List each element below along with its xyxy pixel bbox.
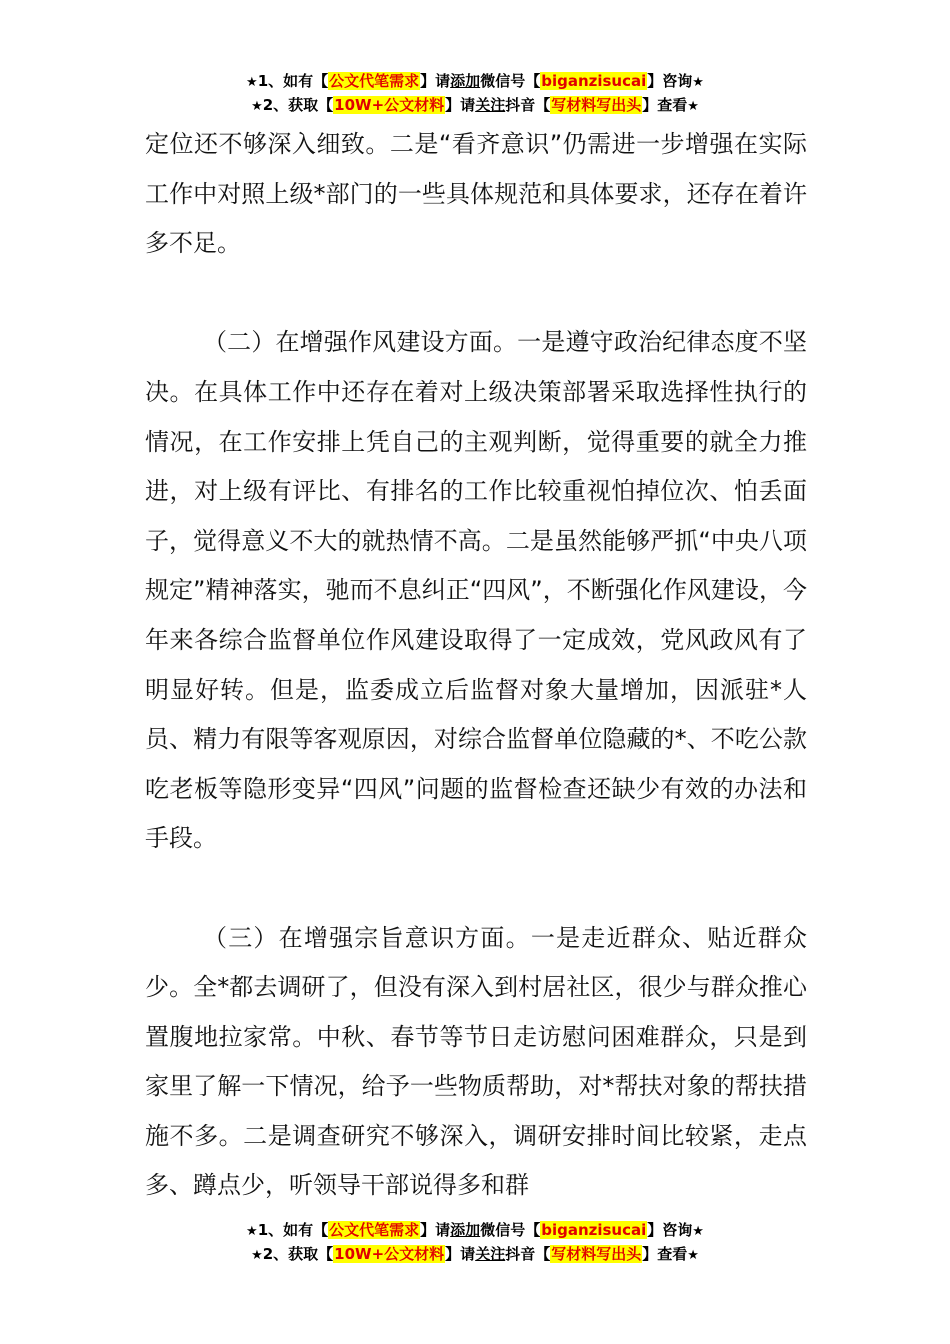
promo-text: 】查看 bbox=[642, 1245, 688, 1263]
promo-text: 抖音【 bbox=[505, 96, 551, 114]
promo-highlight: 10W+公文材料 bbox=[334, 1245, 445, 1263]
promo-text: 】请 bbox=[420, 1221, 451, 1239]
promo-underlined: 关注 bbox=[475, 1245, 506, 1263]
promo-text: 抖音【 bbox=[505, 1245, 551, 1263]
promo-highlight: 写材料写出头 bbox=[551, 1245, 642, 1263]
promo-highlight: 10W+公文材料 bbox=[334, 96, 445, 114]
promo-highlight: biganzisucai bbox=[541, 1221, 647, 1239]
promo-line-2 bbox=[0, 94, 950, 118]
promo-highlight: biganzisucai bbox=[541, 72, 647, 90]
promo-text: 】查看 bbox=[642, 96, 688, 114]
promo-highlight: 公文代笔需求 bbox=[329, 1221, 420, 1239]
promo-text: 1、如有【 bbox=[257, 1221, 329, 1239]
paragraph-spacer bbox=[145, 864, 807, 914]
promo-line-1 bbox=[0, 1219, 950, 1243]
promo-banner-top bbox=[0, 70, 950, 118]
paragraph-section-2: （二）在增强作风建设方面。一是遵守政治纪律态度不坚决。在具体工作中还存在着对上级决策部署采取选择性执行的情况，在工作安排上凭自己的主观判断，觉得重要的就全力推进，对上级有评比、有排名的工作比较重视怕掉位次、怕丢面子，觉得意义不大的就热情不高。二是虽然能够严抓“中央八项规定”精神落实，驰而不息纠正“四风”，不断强化作风建设，今年来各综合监督单位作风建设取得了一定成效，党风政风有了明显好转。但是，监委成立后监督对象大量增加，因派驻*人员、精力有限等客观原因，对综合监督单位隐藏的*、不吃公款吃老板等隐形变异“四风”问题的监督检查还缺少有效的办法和手段。 bbox=[145, 328, 807, 853]
document-body bbox=[145, 120, 807, 1211]
promo-text: 1、如有【 bbox=[257, 72, 329, 90]
paragraph-section-3: （三）在增强宗旨意识方面。一是走近群众、贴近群众少。全*都去调研了，但没有深入到村居社区，很少与群众推心置腹地拉家常。中秋、春节等节日走访慰问困难群众，只是到家里了解一下情况，给予一些物质帮助，对*帮扶对象的帮扶措施不多。二是调查研究不够深入，调研安排时间比较紧，走点多、蹲点少，听领导干部说得多和群 bbox=[145, 923, 807, 1200]
star-icon: ★ bbox=[692, 75, 704, 90]
promo-banner-bottom bbox=[0, 1219, 950, 1267]
promo-text: 】咨询 bbox=[647, 1221, 693, 1239]
star-icon: ★ bbox=[246, 1224, 258, 1239]
promo-line-2 bbox=[0, 1243, 950, 1267]
paragraph-spacer bbox=[145, 269, 807, 319]
promo-highlight: 公文代笔需求 bbox=[329, 72, 420, 90]
promo-text: 2、获取【 bbox=[262, 96, 334, 114]
star-icon: ★ bbox=[687, 99, 699, 114]
star-icon: ★ bbox=[687, 1248, 699, 1263]
promo-underlined: 关注 bbox=[475, 96, 506, 114]
promo-text: 】请 bbox=[445, 1245, 476, 1263]
star-icon: ★ bbox=[251, 99, 263, 114]
promo-highlight: 写材料写出头 bbox=[551, 96, 642, 114]
promo-text: 】请 bbox=[445, 96, 476, 114]
promo-line-1 bbox=[0, 70, 950, 94]
promo-text: 微信号【 bbox=[480, 72, 541, 90]
promo-underlined: 添加 bbox=[450, 72, 481, 90]
star-icon: ★ bbox=[251, 1248, 263, 1263]
promo-text: 】请 bbox=[420, 72, 451, 90]
promo-text: 微信号【 bbox=[480, 1221, 541, 1239]
paragraph-continued: 定位还不够深入细致。二是“看齐意识”仍需进一步增强在实际工作中对照上级*部门的一些具体规范和具体要求，还存在着许多不足。 bbox=[145, 130, 807, 258]
promo-text: 2、获取【 bbox=[262, 1245, 334, 1263]
promo-underlined: 添加 bbox=[450, 1221, 481, 1239]
promo-text: 】咨询 bbox=[647, 72, 693, 90]
star-icon: ★ bbox=[246, 75, 258, 90]
star-icon: ★ bbox=[692, 1224, 704, 1239]
